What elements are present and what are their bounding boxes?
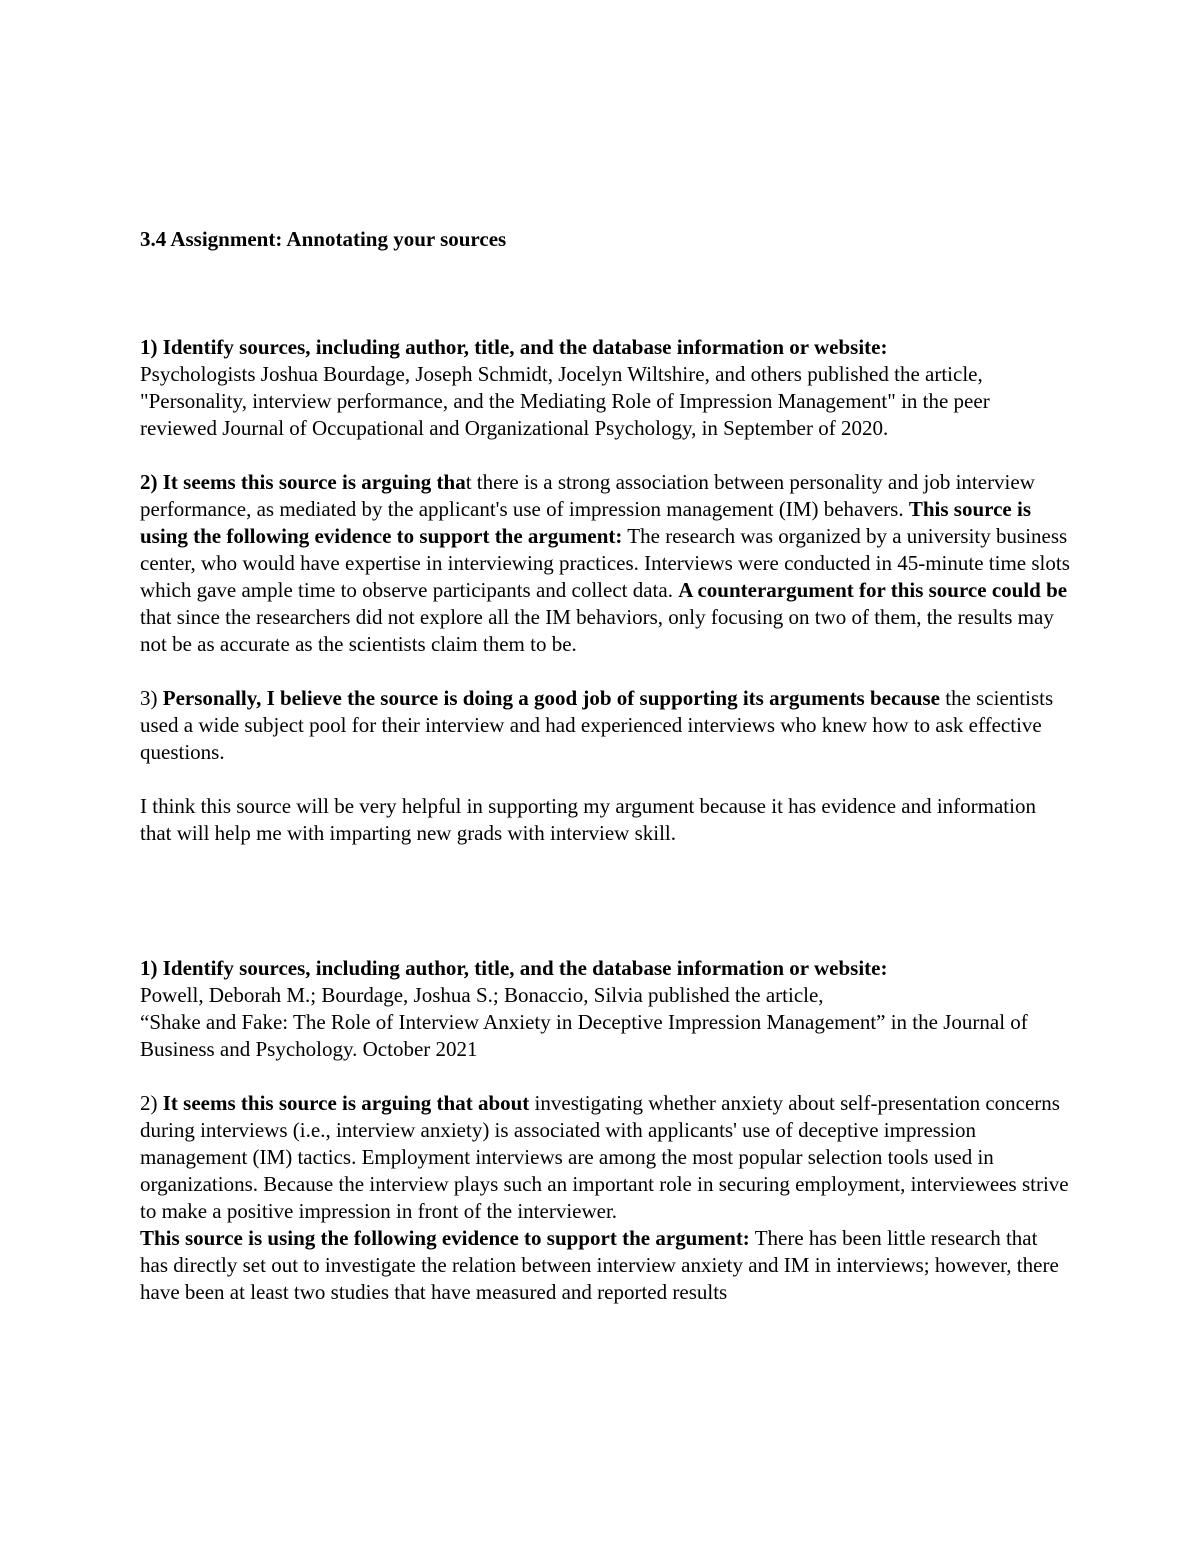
source2-argue-text: investigating whether anxiety about self-presentation concerns during interviews (i.e., interview anxiety) is associated with applicants' use of deceptive impression management (IM) tactics. Employment interviews are among the most popular selection tools used in organizations. Because the interview plays such an important role in securing employment, interviewees strive to make a positive impression in front of the interviewer. <box>140 1091 1069 1223</box>
source1-evidence-label: This source is using the following evidence to support the argument: <box>140 497 1031 548</box>
source1-helpful-paragraph: I think this source will be very helpful in supporting my argument because it has evidence and information that will help me with imparting new grads with interview skill. <box>140 794 1036 845</box>
spacer <box>140 658 1070 685</box>
spacer <box>140 442 1070 469</box>
source1-argue-label: 2) It seems this source is arguing tha <box>140 470 466 494</box>
source2-evidence-text: There has been little research that has directly set out to investigate the relation between interview anxiety and IM in interviews; however, there have been at least two studies that have measured and reported results <box>140 1226 1059 1304</box>
source2-identify-paragraph <box>140 955 1070 1063</box>
source1-identify-label: 1) Identify sources, including author, title, and the database information or website: <box>140 335 888 359</box>
document-page <box>140 226 1070 1306</box>
spacer <box>140 1063 1070 1090</box>
source1-counter-label: A counterargument for this source could be <box>678 578 1068 602</box>
source1-evidence-text: The research was organized by a university business center, who would have expertise in interviewing practices. Interviews were conducted in 45-minute time slots which gave ample time to observe participants and collect data. <box>140 524 1070 602</box>
source2-identify-line1: Powell, Deborah M.; Bourdage, Joshua S.; Bonaccio, Silvia published the article, <box>140 983 824 1007</box>
source1-identify-paragraph <box>140 334 1070 442</box>
spacer <box>140 847 1070 955</box>
source1-argue-text: t there is a strong association between personality and job interview performance, as mediated by the applicant's use of impression management (IM) behavers. <box>140 470 1035 521</box>
source2-identify-label: 1) Identify sources, including author, title, and the database information or website: <box>140 956 888 980</box>
source2-evidence-label: This source is using the following evidence to support the argument: <box>140 1226 750 1250</box>
spacer <box>140 253 1070 334</box>
document-title: 3.4 Assignment: Annotating your sources <box>140 227 507 251</box>
source1-belief-paragraph <box>140 685 1070 766</box>
source2-identify-line2: “Shake and Fake: The Role of Interview Anxiety in Deceptive Impression Management” in the Journal of Business and Psychology. October 2021 <box>140 1010 1028 1061</box>
source2-argue-prefix: 2) <box>140 1091 158 1115</box>
source1-belief-text: the scientists used a wide subject pool for their interview and had experienced interviews who knew how to ask effective questions. <box>140 686 1054 764</box>
source1-belief-prefix: 3) <box>140 686 158 710</box>
source2-argue-label: It seems this source is arguing that about <box>162 1091 530 1115</box>
spacer <box>140 766 1070 793</box>
source1-identify-text: Psychologists Joshua Bourdage, Joseph Schmidt, Jocelyn Wiltshire, and others published the article, "Personality, interview performance, and the Mediating Role of Impression Management" in the peer reviewed Journal of Occupational and Organizational Psychology, in September of 2020. <box>140 362 990 440</box>
source1-argument-paragraph <box>140 469 1070 658</box>
source2-argument-paragraph <box>140 1090 1070 1306</box>
source1-belief-label: Personally, I believe the source is doing a good job of supporting its arguments because <box>162 686 940 710</box>
source1-counter-text: that since the researchers did not explore all the IM behaviors, only focusing on two of them, the results may not be as accurate as the scientists claim them to be. <box>140 605 1054 656</box>
